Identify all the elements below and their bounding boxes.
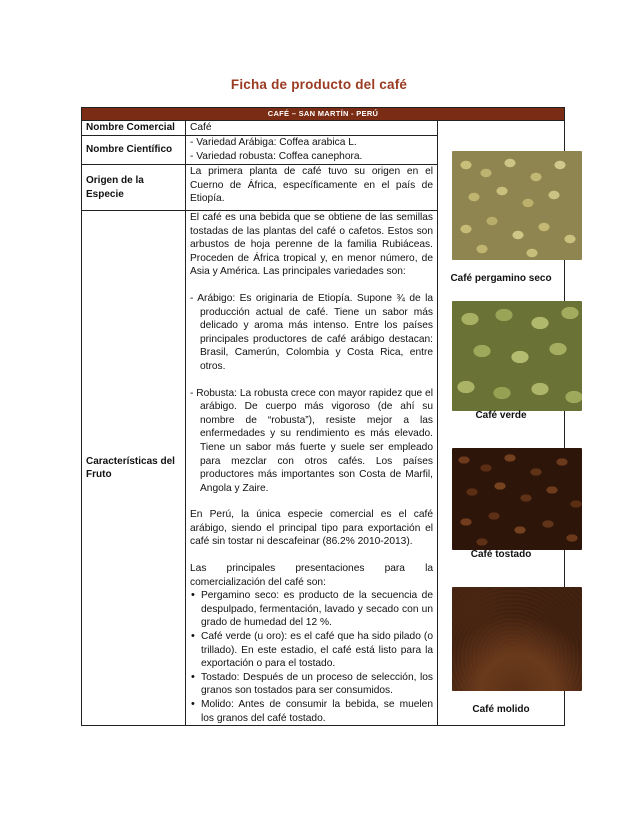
arabigo-paragraph: - Arábigo: Es originaria de Etiopía. Supone ¾ de la producción actual de café. Tiene un sabor más delicado y aroma más intenso. Entre los países principales productores de café arábigo destacan: Brasil, Camerún, Colombia y Costa Rica, entre otros. [190, 292, 434, 372]
cafe-molido-caption: Café molido [472, 704, 530, 715]
table-banner: CAFÉ – SAN MARTÍN - PERÚ [82, 108, 565, 121]
variedad-robusta: - Variedad robusta: Coffea canephora. [190, 150, 363, 162]
variedad-arabiga: - Variedad Arábiga: Coffea arabica L. [190, 137, 357, 148]
nombre-cientifico-value [186, 136, 438, 165]
product-sheet-table [81, 107, 565, 726]
nombre-comercial-label: Nombre Comercial [82, 121, 186, 136]
presentaciones-paragraph: Las principales presentaciones para la comercialización del café son: [190, 563, 433, 588]
list-item: • Café verde (u oro): es el café que ha sido pilado (o trillado). En este estadio, el café está listo para la exportación o para el tostado. [190, 630, 433, 671]
image-column [438, 121, 565, 726]
page-title: Ficha de producto del café [230, 77, 408, 92]
peru-paragraph: En Perú, la única especie comercial es el café arábigo, siendo el principal tipo para exportación el café sin tostar ni descafeinar (86.2% 2010-2013). [190, 509, 433, 548]
caracteristicas-label: Características del Fruto [82, 211, 186, 726]
nombre-cientifico-label: Nombre Científico [82, 136, 186, 165]
cafe-tostado-photo [452, 448, 582, 550]
origen-value: La primera planta de café tuvo su origen en el Cuerno de África, específicamente en el país de Etiopía. [186, 165, 438, 211]
cafe-tostado-caption: Café tostado [470, 549, 532, 560]
presentaciones-list [190, 589, 433, 725]
cafe-molido-photo [452, 587, 582, 691]
robusta-paragraph: - Robusta: La robusta crece con mayor rapidez que el arábigo. De cuerpo más vigoroso (de ahí su nombre de “robusta”), resiste mejor a las enfermedades y su rendimiento es más elevado. Tiene un sabor más fuerte y suele ser empleado para mezclar con otros cafés. Los países productores más importantes son Costa de Marfil, Angola y Zaire. [190, 387, 433, 494]
cafe-verde-photo [452, 301, 582, 411]
pergamino-seco-photo [452, 151, 582, 260]
nombre-comercial-value: Café [186, 121, 438, 136]
origen-label: Origen de la Especie [82, 165, 186, 211]
list-item: • Molido: Antes de consumir la bebida, se muelen los granos del café tostado. [190, 698, 433, 725]
cafe-verde-caption: Café verde [475, 410, 527, 421]
list-item: • Tostado: Después de un proceso de selección, los granos son tostados para ser consumidos. [190, 671, 433, 698]
pergamino-seco-caption: Café pergamino seco [450, 273, 552, 284]
caracteristicas-intro: El café es una bebida que se obtiene de las semillas tostadas de las plantas del café o cafetos. Estos son arbustos de hoja perenne de la familia Rubiáceas. Proceden de África tropical y, en menor número, de Asia y América. Las principales variedades son: [190, 212, 433, 278]
list-item: • Pergamino seco: es producto de la secuencia de despulpado, fermentación, lavado y secado con un grado de humedad del 12 %. [190, 589, 433, 630]
caracteristicas-value [186, 211, 438, 726]
